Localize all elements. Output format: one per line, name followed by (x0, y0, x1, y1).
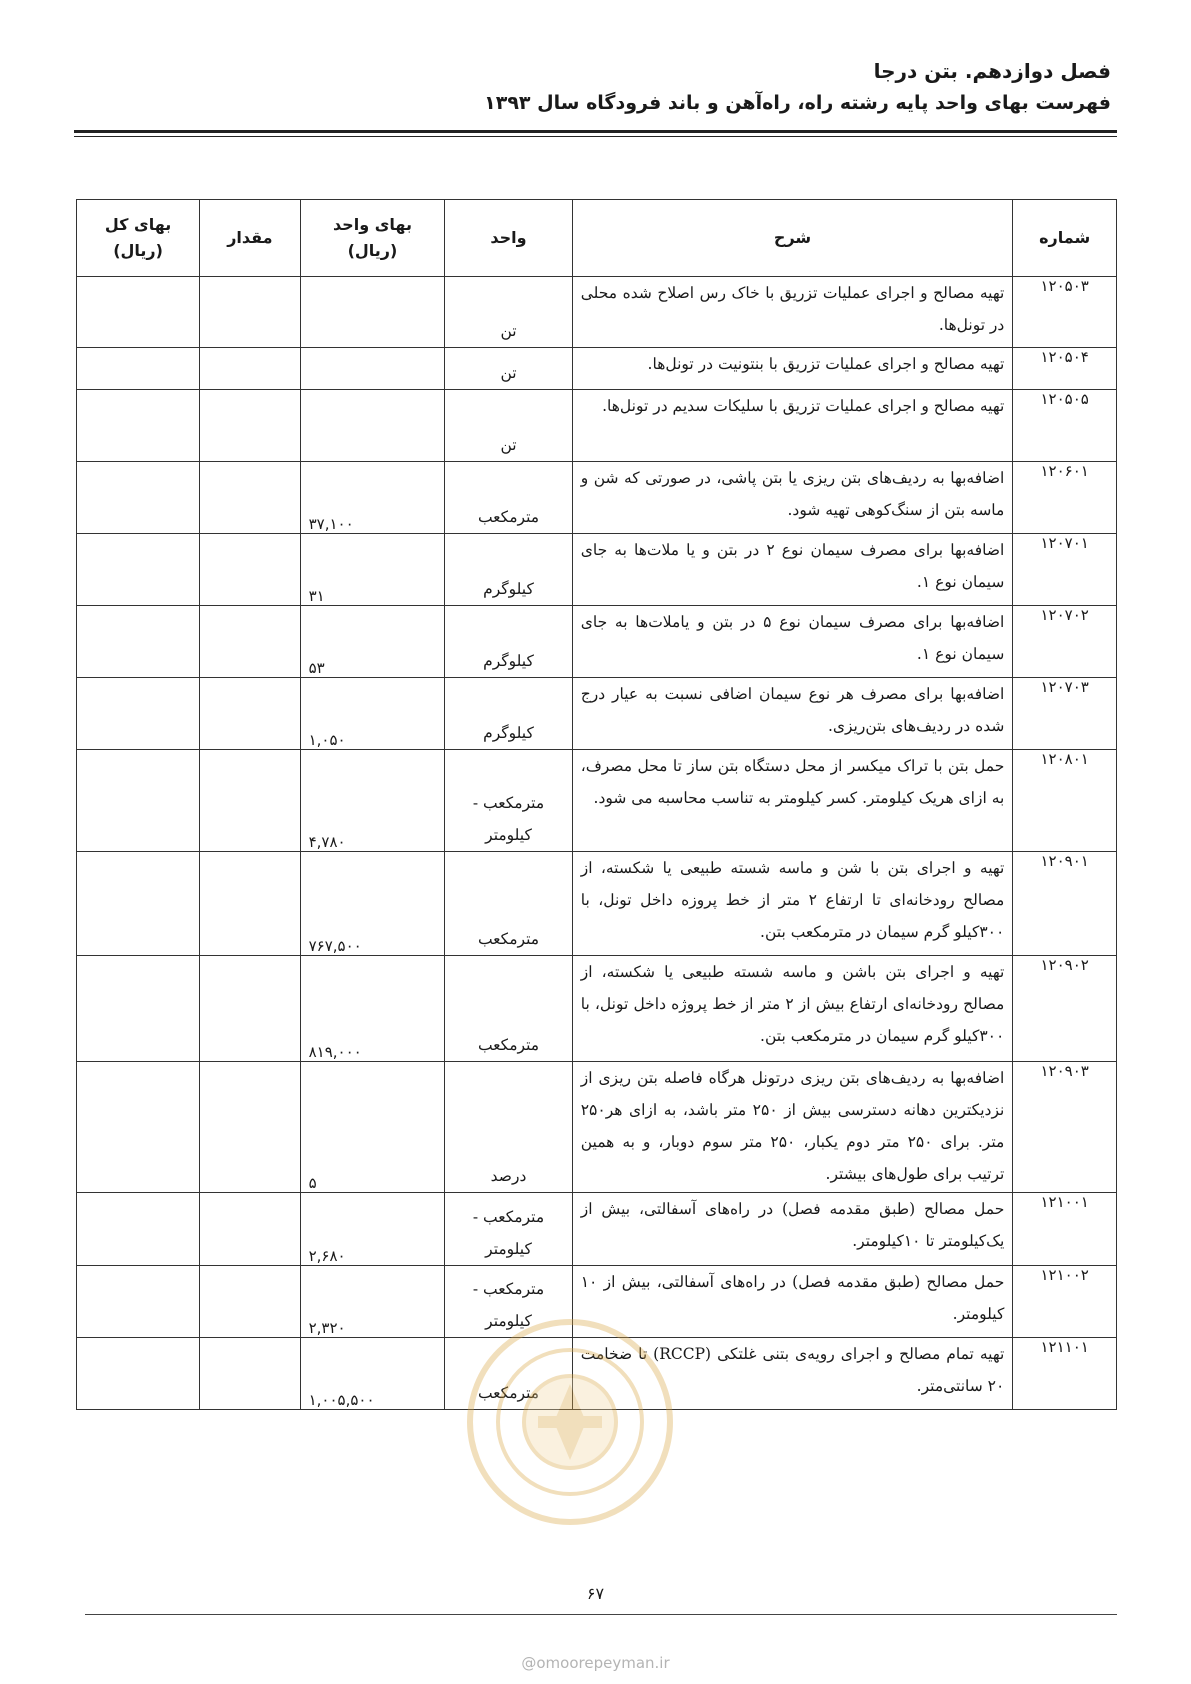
item-total-price (77, 1266, 200, 1338)
item-unit (445, 1193, 572, 1266)
watermark-text: @omoorepeyman.ir (521, 1654, 670, 1672)
item-description: حمل مصالح (طبق مقدمه فصل) در راه‌های آسفالتی، بیش از یک‌کیلومتر تا ۱۰کیلومتر. (572, 1193, 1013, 1266)
item-unit-line: کیلوگرم (483, 724, 534, 742)
item-total-price (77, 390, 200, 462)
item-code: ۱۲۰۸۰۱ (1013, 750, 1117, 852)
item-total-price (77, 678, 200, 750)
item-unit-line: تن (500, 436, 517, 454)
item-unit (445, 1266, 572, 1338)
table-row (77, 1266, 1117, 1338)
item-quantity (200, 750, 300, 852)
item-unit-price: ۳۱ (300, 534, 445, 606)
item-unit-line-2: کیلومتر (485, 1312, 532, 1330)
item-unit-line: کیلوگرم (483, 580, 534, 598)
item-quantity (200, 1193, 300, 1266)
table-row (77, 956, 1117, 1062)
item-unit-price (300, 348, 445, 390)
column-header-quantity: مقدار (200, 200, 300, 277)
item-code: ۱۲۱۰۰۱ (1013, 1193, 1117, 1266)
table-row (77, 462, 1117, 534)
item-quantity (200, 1338, 300, 1410)
item-unit-line: کیلوگرم (483, 652, 534, 670)
item-total-price (77, 1193, 200, 1266)
item-description: تهیه مصالح و اجرای عملیات تزریق با سلیکات سدیم در تونل‌ها. (572, 390, 1013, 462)
item-unit (445, 852, 572, 956)
unit-price-currency: (ریال) (347, 241, 398, 260)
item-unit (445, 1062, 572, 1193)
item-unit (445, 1338, 572, 1410)
item-unit-price: ۵۳ (300, 606, 445, 678)
item-unit-line-2: کیلومتر (485, 1240, 532, 1258)
item-description: اضافه‌بها به ردیف‌های بتن ریزی درتونل هرگاه فاصله بتن ریزی از نزدیکترین دهانه دسترسی بیش از ۲۵۰ متر باشد، به ازای هر۲۵۰ متر. برای ۲۵۰ متر دوم یکبار، ۲۵۰ متر سوم دوبار، و به همین ترتیب برای طول‌های بیشتر. (572, 1062, 1013, 1193)
item-total-price (77, 277, 200, 348)
column-header-unit-price (300, 200, 445, 277)
item-unit-price: ۳۷,۱۰۰ (300, 462, 445, 534)
item-quantity (200, 1062, 300, 1193)
item-description: حمل بتن با تراک میکسر از محل دستگاه بتن ساز تا محل مصرف، به ازای هریک کیلومتر. کسر کیلومتر به تناسب محاسبه می شود. (572, 750, 1013, 852)
item-unit (445, 462, 572, 534)
item-code: ۱۲۰۶۰۱ (1013, 462, 1117, 534)
item-description: تهیه و اجرای بتن با شن و ماسه شسته طبیعی یا شکسته، از مصالح رودخانه‌ای تا ارتفاع ۲ متر از خط پروزه داخل تونل، با ۳۰۰کیلو گرم سیمان در مترمکعب بتن. (572, 852, 1013, 956)
item-unit (445, 534, 572, 606)
price-list-table (76, 199, 1117, 1410)
item-total-price (77, 1338, 200, 1410)
item-code: ۱۲۰۷۰۳ (1013, 678, 1117, 750)
item-unit-line: مترمکعب - (472, 794, 545, 812)
total-price-currency: (ریال) (113, 241, 163, 260)
item-quantity (200, 678, 300, 750)
item-unit (445, 390, 572, 462)
item-code: ۱۲۰۵۰۳ (1013, 277, 1117, 348)
item-unit-price: ۵ (300, 1062, 445, 1193)
item-unit-line: مترمکعب - (472, 1208, 545, 1226)
item-code: ۱۲۰۷۰۲ (1013, 606, 1117, 678)
item-description: تهیه و اجرای بتن باشن و ماسه شسته طبیعی یا شکسته، از مصالح رودخانه‌ای ارتفاع بیش از ۲ متر از خط پروژه داخل تونل، با ۳۰۰کیلو گرم سیمان در مترمکعب بتن. (572, 956, 1013, 1062)
item-code: ۱۲۰۹۰۲ (1013, 956, 1117, 1062)
item-quantity (200, 956, 300, 1062)
table-row (77, 348, 1117, 390)
table-row (77, 277, 1117, 348)
item-unit (445, 956, 572, 1062)
item-unit (445, 277, 572, 348)
item-quantity (200, 390, 300, 462)
header-rule-thin (74, 136, 1117, 137)
table-row (77, 852, 1117, 956)
item-unit-line: درصد (490, 1167, 527, 1185)
item-quantity (200, 852, 300, 956)
footer-rule (85, 1614, 1117, 1615)
item-description: تهیه مصالح و اجرای عملیات تزریق با بنتونیت در تونل‌ها. (572, 348, 1013, 390)
table-row (77, 1062, 1117, 1193)
item-quantity (200, 534, 300, 606)
item-unit (445, 678, 572, 750)
table-row (77, 606, 1117, 678)
item-unit-line: مترمکعب - (472, 1280, 545, 1298)
table-row (77, 534, 1117, 606)
item-code: ۱۲۱۰۰۲ (1013, 1266, 1117, 1338)
item-unit-line: تن (500, 364, 517, 382)
chapter-title: فصل دوازدهم. بتن درجا (873, 59, 1111, 83)
item-unit-line: مترمکعب (477, 1036, 540, 1054)
table-body (77, 277, 1117, 1410)
item-code: ۱۲۰۵۰۴ (1013, 348, 1117, 390)
item-unit-price: ۴,۷۸۰ (300, 750, 445, 852)
item-description: اضافه‌بها برای مصرف سیمان نوع ۵ در بتن و یاملات‌ها به جای سیمان نوع ۱. (572, 606, 1013, 678)
item-quantity (200, 348, 300, 390)
item-total-price (77, 606, 200, 678)
item-description: اضافه‌بها برای مصرف سیمان نوع ۲ در بتن و یا ملات‌ها به جای سیمان نوع ۱. (572, 534, 1013, 606)
item-unit-price: ۱,۰۰۵,۵۰۰ (300, 1338, 445, 1410)
item-description: اضافه‌بها برای مصرف هر نوع سیمان اضافی نسبت به عیار درج شده در ردیف‌های بتن‌ریزی. (572, 678, 1013, 750)
table-row (77, 1338, 1117, 1410)
column-header-unit: واحد (445, 200, 572, 277)
item-total-price (77, 852, 200, 956)
item-code: ۱۲۱۱۰۱ (1013, 1338, 1117, 1410)
item-code: ۱۲۰۷۰۱ (1013, 534, 1117, 606)
item-total-price (77, 534, 200, 606)
unit-price-label: بهای واحد (332, 215, 412, 234)
table-row (77, 678, 1117, 750)
item-total-price (77, 462, 200, 534)
column-header-description: شرح (572, 200, 1013, 277)
table-row (77, 1193, 1117, 1266)
item-unit-price: ۲,۳۲۰ (300, 1266, 445, 1338)
item-unit (445, 606, 572, 678)
item-total-price (77, 348, 200, 390)
item-unit-line: مترمکعب (477, 508, 540, 526)
item-unit-line: مترمکعب (477, 1384, 540, 1402)
item-total-price (77, 956, 200, 1062)
page-number: ۶۷ (586, 1584, 605, 1603)
item-quantity (200, 1266, 300, 1338)
item-code: ۱۲۰۹۰۱ (1013, 852, 1117, 956)
item-code: ۱۲۰۵۰۵ (1013, 390, 1117, 462)
item-unit-price: ۲,۶۸۰ (300, 1193, 445, 1266)
item-unit-price (300, 390, 445, 462)
item-quantity (200, 277, 300, 348)
item-total-price (77, 750, 200, 852)
page-header (80, 56, 1111, 120)
header-rule-thick (74, 130, 1117, 133)
column-header-total-price (77, 200, 200, 277)
item-description: حمل مصالح (طبق مقدمه فصل) در راه‌های آسفالتی، بیش از ۱۰ کیلومتر. (572, 1266, 1013, 1338)
table-row (77, 390, 1117, 462)
item-quantity (200, 606, 300, 678)
item-unit-price: ۸۱۹,۰۰۰ (300, 956, 445, 1062)
item-unit (445, 348, 572, 390)
item-description: تهیه تمام مصالح و اجرای رویه‌ی بتنی غلتکی (RCCP) تا ضخامت ۲۰ سانتی‌متر. (572, 1338, 1013, 1410)
item-unit-price: ۷۶۷,۵۰۰ (300, 852, 445, 956)
item-total-price (77, 1062, 200, 1193)
item-unit (445, 750, 572, 852)
item-quantity (200, 462, 300, 534)
item-code: ۱۲۰۹۰۳ (1013, 1062, 1117, 1193)
document-subtitle: فهرست بهای واحد پایه رشته راه، راه‌آهن و باند فرودگاه سال ۱۳۹۳ (484, 92, 1111, 114)
total-price-label: بهای کل (104, 215, 172, 234)
item-unit-line: مترمکعب (477, 930, 540, 948)
table-header-row (77, 200, 1117, 277)
item-description: تهیه مصالح و اجرای عملیات تزریق با خاک رس اصلاح شده محلی در تونل‌ها. (572, 277, 1013, 348)
item-unit-line-2: کیلومتر (485, 826, 532, 844)
item-unit-line: تن (500, 322, 517, 340)
item-description: اضافه‌بها به ردیف‌های بتن ریزی یا بتن پاشی، در صورتی که شن و ماسه بتن از سنگ‌کوهی تهیه شود. (572, 462, 1013, 534)
item-unit-price: ۱,۰۵۰ (300, 678, 445, 750)
table-row (77, 750, 1117, 852)
item-unit-price (300, 277, 445, 348)
column-header-code: شماره (1013, 200, 1117, 277)
